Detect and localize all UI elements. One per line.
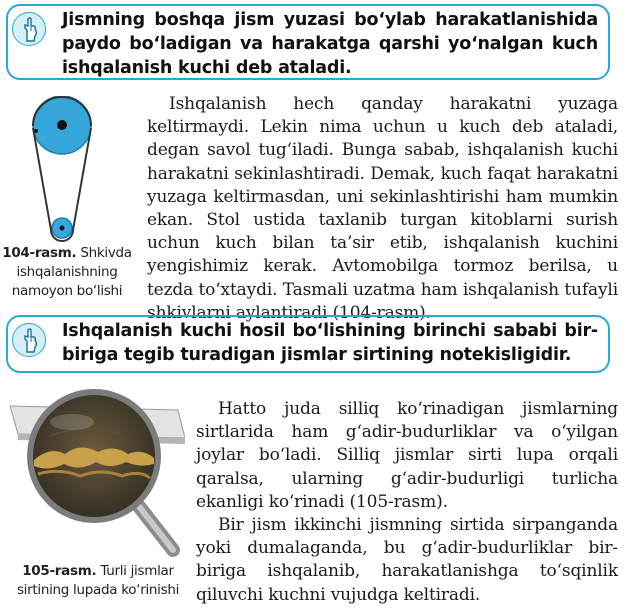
figure-105-number: 105-rasm. [22,563,97,579]
definition-box-1 [6,4,610,80]
pointing-hand-icon [12,323,46,357]
figure-105-caption [0,562,196,600]
paragraph-1: Ishqalanish hech qanday harakatni yuzaga keltirmaydi. Lekin nima uchun u kuch deb ataladi, degan savol tug‘iladi. Bunga sabab, ishqalanish kuchi harakatni sekinlashtiradi. Demak, kuch faqat harakatni yuzaga keltirmasdan, uni sekinlashtirishi ham mumkin ekan. Stol ustida taxlanib turgan kitoblarni surish uchun kuch bilan ta’sir etib, ishqalanish kuchini yengishimiz kerak. Avtomobilga tormoz berilsa, u tezda to‘xtaydi. Tasmali uzatma ham ishqalanish tufayli shkivlarni aylantiradi (104-rasm). [147,94,618,323]
pulley-figure [22,96,107,256]
figure-104-text: Shkivda ishqalanishning namoyon bo‘lishi [11,245,132,299]
friction-definition: Jismning boshqa jism yuzasi bo‘ylab harakatlanishida paydo bo‘ladigan va harakatga qarshi yo‘nalgan kuch ishqalanish kuchi deb ataladi. [62,10,598,78]
paragraph-3: Bir jism ikkinchi jismning sirtida sirpanganda yoki dumalaganda, bu g‘adir-budurliklar bir-biriga ishqalanib, harakatlanishga to‘sqinlik qiluvchi kuchni vujudga keltiradi. [196,515,618,605]
magnifier-figure [10,388,185,560]
definition-box-2 [6,315,610,373]
figure-104-number: 104-rasm. [2,245,77,261]
paragraph-2: Hatto juda silliq ko‘rinadigan jismlarning sirtlarida ham g‘adir-budurliklar va o‘yilgan joylar bo‘ladi. Silliq jismlar sirti lupa orqali qaralsa, ularning g‘adir-budurligi turlicha ekanligi ko‘rinadi (105-rasm). [196,399,618,512]
pointing-hand-icon [12,12,46,46]
figure-105-text: Turli jismlar sirtining lupada ko‘rinishi [16,563,180,598]
figure-104-caption [0,244,134,301]
friction-cause-definition: Ishqalanish kuchi hosil bo‘lishining birinchi sababi bir-biriga tegib turadigan jismlar sirtining notekisligidir. [62,321,598,365]
